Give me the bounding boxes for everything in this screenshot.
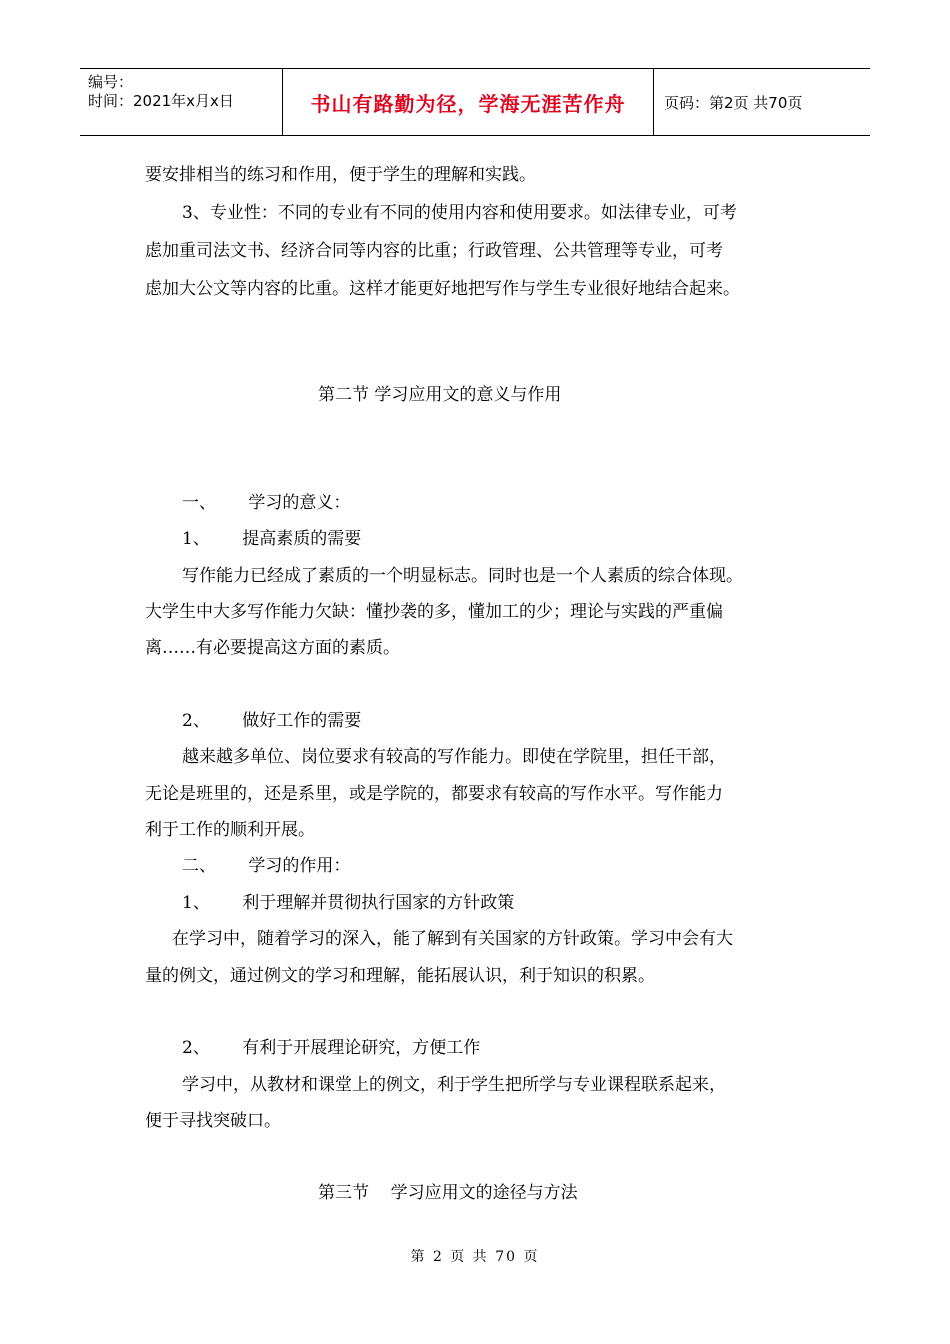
section-3-title: 第三节 学习应用文的途径与方法: [318, 1183, 578, 1203]
body-line: 利于工作的顺利开展。: [145, 820, 315, 840]
body-line: 在学习中，随着学习的深入，能了解到有关国家的方针政策。学习中会有大: [172, 929, 733, 949]
body-line: 虑加大公文等内容的比重。这样才能更好地把写作与学生专业很好地结合起来。: [145, 279, 740, 299]
body-line: 便于寻找突破口。: [145, 1111, 281, 1131]
body-line: 要安排相当的练习和作用，便于学生的理解和实践。: [145, 165, 536, 185]
document-date: 时间：2021年x月x日: [88, 92, 234, 110]
body-line: 学习中，从教材和课堂上的例文，利于学生把所学与专业课程联系起来，: [182, 1075, 726, 1095]
body-line: 量的例文，通过例文的学习和理解，能拓展认识，利于知识的积累。: [145, 966, 655, 986]
body-line: 虑加重司法文书、经济合同等内容的比重；行政管理、公共管理等专业，可考: [145, 241, 723, 261]
subheading: 2、 有利于开展理论研究，方便工作: [182, 1038, 481, 1058]
section-2-title: 第二节 学习应用文的意义与作用: [318, 385, 562, 405]
subheading: 1、 利于理解并贯彻执行国家的方针政策: [182, 893, 515, 913]
document-number-label: 编号：: [88, 73, 134, 91]
body-line: 离……有必要提高这方面的素质。: [145, 638, 400, 658]
subheading: 一、 学习的意义：: [182, 493, 351, 513]
subheading: 1、 提高素质的需要: [182, 529, 362, 549]
header-left: [80, 69, 282, 135]
body-line: 越来越多单位、岗位要求有较高的写作能力。即使在学院里，担任干部，: [182, 747, 726, 767]
body-line: 无论是班里的，还是系里，或是学院的，都要求有较高的写作水平。写作能力: [145, 784, 723, 804]
subheading: 2、 做好工作的需要: [182, 711, 362, 731]
body-line: 3、专业性：不同的专业有不同的使用内容和使用要求。如法律专业，可考: [182, 203, 737, 223]
body-line: 大学生中大多写作能力欠缺：懂抄袭的多，懂加工的少；理论与实践的严重偏: [145, 602, 723, 622]
page-header: [80, 68, 870, 136]
header-page-info: 页码：第2页 共70页: [664, 93, 803, 112]
header-motto: 书山有路勤为径，学海无涯苦作舟: [282, 69, 654, 135]
page-footer: 第 2 页 共 70 页: [410, 1249, 540, 1265]
body-line: 写作能力已经成了素质的一个明显标志。同时也是一个人素质的综合体现。: [182, 566, 743, 586]
subheading: 二、 学习的作用：: [182, 856, 351, 876]
